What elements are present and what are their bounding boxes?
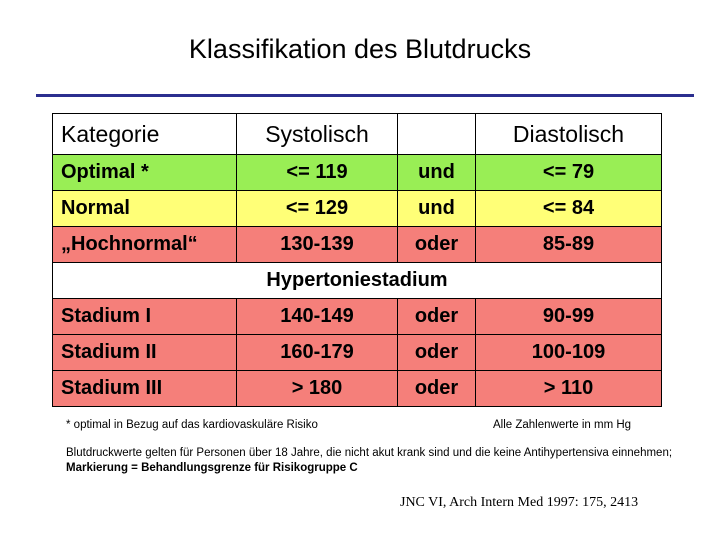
footnote-units: Alle Zahlenwerte in mm Hg	[493, 419, 632, 431]
row-verknuepfung: oder	[398, 227, 476, 263]
row-verknuepfung: oder	[398, 299, 476, 335]
subheading-row	[53, 263, 662, 299]
row-systolisch: 140-149	[237, 299, 398, 335]
row-diastolisch: <= 84	[476, 191, 662, 227]
row-diastolisch: <= 79	[476, 155, 662, 191]
validity-note-text: Blutdruckwerte gelten für Personen über 18 Jahre, die nicht akut krank sind und die keine Antihypertensiva einnehmen;	[66, 447, 673, 459]
row-kategorie: Optimal *	[53, 155, 237, 191]
table-header-row	[53, 114, 662, 155]
blood-pressure-table	[52, 113, 662, 407]
row-kategorie: Stadium III	[53, 371, 237, 407]
row-diastolisch: 100-109	[476, 335, 662, 371]
title-divider	[36, 94, 694, 97]
header-diastolisch: Diastolisch	[476, 114, 662, 155]
row-kategorie: Stadium II	[53, 335, 237, 371]
treatment-threshold-note: Markierung = Behandlungsgrenze für Risikogruppe C	[66, 462, 358, 474]
table-row	[53, 191, 662, 227]
table-row	[53, 227, 662, 263]
source-citation: JNC VI, Arch Intern Med 1997: 175, 2413	[400, 495, 639, 510]
table-row	[53, 155, 662, 191]
table-row	[53, 335, 662, 371]
footnote-optimal: * optimal in Bezug auf das kardiovaskuläre Risiko	[66, 419, 318, 431]
row-systolisch: <= 129	[237, 191, 398, 227]
table-row	[53, 371, 662, 407]
subheading-hypertoniestadium: Hypertoniestadium	[53, 263, 662, 299]
header-systolisch: Systolisch	[237, 114, 398, 155]
row-diastolisch: 90-99	[476, 299, 662, 335]
row-diastolisch: 85-89	[476, 227, 662, 263]
row-kategorie: Normal	[53, 191, 237, 227]
row-kategorie: Stadium I	[53, 299, 237, 335]
row-diastolisch: > 110	[476, 371, 662, 407]
page-title: Klassifikation des Blutdrucks	[188, 34, 532, 64]
row-systolisch: <= 119	[237, 155, 398, 191]
row-verknuepfung: oder	[398, 371, 476, 407]
validity-note	[66, 446, 686, 476]
row-verknuepfung: und	[398, 191, 476, 227]
row-systolisch: 130-139	[237, 227, 398, 263]
row-kategorie: „Hochnormal“	[53, 227, 237, 263]
row-verknuepfung: und	[398, 155, 476, 191]
header-kategorie: Kategorie	[53, 114, 237, 155]
table-row	[53, 299, 662, 335]
row-systolisch: > 180	[237, 371, 398, 407]
row-verknuepfung: oder	[398, 335, 476, 371]
header-verknuepfung	[398, 114, 476, 155]
row-systolisch: 160-179	[237, 335, 398, 371]
